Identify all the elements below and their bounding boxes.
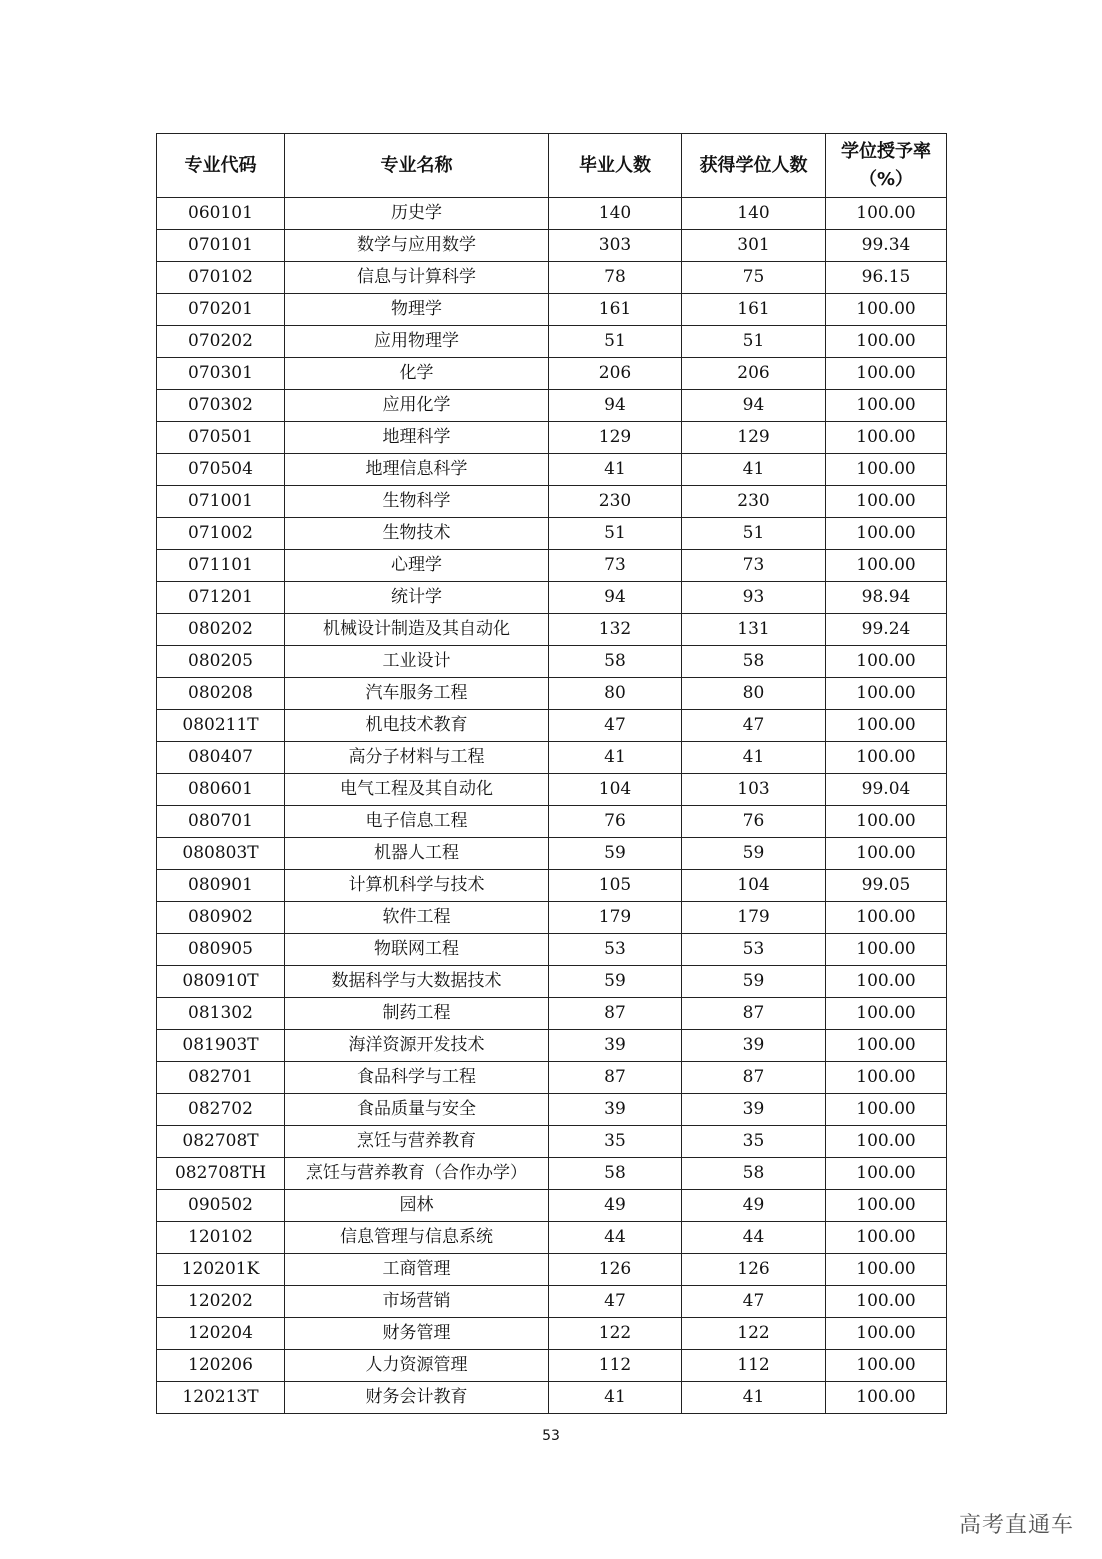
table-row xyxy=(157,294,947,326)
cell-degree-rate: 100.00 xyxy=(826,1254,947,1286)
cell-degree-rate: 99.05 xyxy=(826,870,947,902)
table-row xyxy=(157,710,947,742)
cell-graduates: 179 xyxy=(549,902,682,934)
cell-graduates: 49 xyxy=(549,1190,682,1222)
cell-degree-rate: 100.00 xyxy=(826,1190,947,1222)
table-row xyxy=(157,774,947,806)
cell-major-code: 081302 xyxy=(157,998,285,1030)
table-row xyxy=(157,550,947,582)
cell-major-name: 机器人工程 xyxy=(285,838,549,870)
table-row xyxy=(157,1254,947,1286)
cell-major-name: 食品科学与工程 xyxy=(285,1062,549,1094)
cell-degree-rate: 100.00 xyxy=(826,710,947,742)
cell-graduates: 51 xyxy=(549,326,682,358)
cell-degrees-awarded: 230 xyxy=(682,486,826,518)
cell-degrees-awarded: 206 xyxy=(682,358,826,390)
cell-major-code: 080211T xyxy=(157,710,285,742)
cell-major-code: 060101 xyxy=(157,198,285,230)
cell-major-code: 071201 xyxy=(157,582,285,614)
cell-major-name: 信息与计算科学 xyxy=(285,262,549,294)
cell-graduates: 44 xyxy=(549,1222,682,1254)
cell-major-code: 120213T xyxy=(157,1382,285,1414)
table-row xyxy=(157,934,947,966)
cell-graduates: 303 xyxy=(549,230,682,262)
cell-major-name: 数学与应用数学 xyxy=(285,230,549,262)
cell-graduates: 53 xyxy=(549,934,682,966)
cell-major-name: 制药工程 xyxy=(285,998,549,1030)
table-row xyxy=(157,422,947,454)
table-row xyxy=(157,806,947,838)
cell-graduates: 140 xyxy=(549,198,682,230)
cell-major-name: 历史学 xyxy=(285,198,549,230)
cell-major-name: 心理学 xyxy=(285,550,549,582)
table-row xyxy=(157,646,947,678)
cell-major-name: 高分子材料与工程 xyxy=(285,742,549,774)
table-row xyxy=(157,870,947,902)
cell-major-name: 软件工程 xyxy=(285,902,549,934)
cell-major-code: 080202 xyxy=(157,614,285,646)
cell-major-code: 071002 xyxy=(157,518,285,550)
cell-degrees-awarded: 39 xyxy=(682,1030,826,1062)
cell-degrees-awarded: 49 xyxy=(682,1190,826,1222)
cell-degree-rate: 100.00 xyxy=(826,902,947,934)
table-row xyxy=(157,1062,947,1094)
cell-degree-rate: 100.00 xyxy=(826,678,947,710)
cell-graduates: 87 xyxy=(549,998,682,1030)
cell-degrees-awarded: 75 xyxy=(682,262,826,294)
cell-graduates: 94 xyxy=(549,582,682,614)
cell-major-name: 生物技术 xyxy=(285,518,549,550)
table-row xyxy=(157,614,947,646)
cell-degree-rate: 100.00 xyxy=(826,646,947,678)
cell-degrees-awarded: 39 xyxy=(682,1094,826,1126)
cell-degree-rate: 100.00 xyxy=(826,998,947,1030)
table-header-row xyxy=(157,134,947,198)
cell-major-code: 070202 xyxy=(157,326,285,358)
table-row xyxy=(157,1382,947,1414)
cell-graduates: 41 xyxy=(549,1382,682,1414)
cell-graduates: 41 xyxy=(549,454,682,486)
table-row xyxy=(157,454,947,486)
cell-major-code: 120206 xyxy=(157,1350,285,1382)
cell-degree-rate: 100.00 xyxy=(826,198,947,230)
cell-graduates: 47 xyxy=(549,1286,682,1318)
cell-major-code: 080905 xyxy=(157,934,285,966)
cell-graduates: 161 xyxy=(549,294,682,326)
table-row xyxy=(157,678,947,710)
cell-degrees-awarded: 301 xyxy=(682,230,826,262)
cell-degrees-awarded: 44 xyxy=(682,1222,826,1254)
cell-major-name: 化学 xyxy=(285,358,549,390)
header-degree-rate xyxy=(826,134,947,198)
cell-degrees-awarded: 87 xyxy=(682,1062,826,1094)
cell-degree-rate: 100.00 xyxy=(826,966,947,998)
cell-major-name: 机械设计制造及其自动化 xyxy=(285,614,549,646)
cell-degree-rate: 100.00 xyxy=(826,294,947,326)
cell-degree-rate: 99.34 xyxy=(826,230,947,262)
cell-major-code: 082708TH xyxy=(157,1158,285,1190)
cell-degree-rate: 100.00 xyxy=(826,806,947,838)
cell-degree-rate: 100.00 xyxy=(826,1062,947,1094)
cell-degrees-awarded: 41 xyxy=(682,1382,826,1414)
cell-major-name: 电子信息工程 xyxy=(285,806,549,838)
table-row xyxy=(157,1350,947,1382)
cell-graduates: 80 xyxy=(549,678,682,710)
cell-major-name: 工业设计 xyxy=(285,646,549,678)
cell-graduates: 58 xyxy=(549,646,682,678)
cell-degrees-awarded: 53 xyxy=(682,934,826,966)
cell-degree-rate: 100.00 xyxy=(826,518,947,550)
cell-graduates: 59 xyxy=(549,966,682,998)
cell-major-code: 120204 xyxy=(157,1318,285,1350)
cell-major-code: 080901 xyxy=(157,870,285,902)
cell-degree-rate: 100.00 xyxy=(826,486,947,518)
header-graduates: 毕业人数 xyxy=(549,134,682,198)
table-row xyxy=(157,1190,947,1222)
cell-major-name: 财务会计教育 xyxy=(285,1382,549,1414)
cell-major-code: 082708T xyxy=(157,1126,285,1158)
cell-degrees-awarded: 47 xyxy=(682,710,826,742)
cell-degrees-awarded: 51 xyxy=(682,518,826,550)
cell-major-code: 080208 xyxy=(157,678,285,710)
cell-major-code: 070102 xyxy=(157,262,285,294)
cell-degrees-awarded: 41 xyxy=(682,742,826,774)
cell-degree-rate: 100.00 xyxy=(826,422,947,454)
cell-degrees-awarded: 58 xyxy=(682,1158,826,1190)
cell-major-name: 市场营销 xyxy=(285,1286,549,1318)
cell-graduates: 122 xyxy=(549,1318,682,1350)
cell-major-name: 应用化学 xyxy=(285,390,549,422)
cell-graduates: 51 xyxy=(549,518,682,550)
header-major-name: 专业名称 xyxy=(285,134,549,198)
page-number: 53 xyxy=(542,1428,560,1444)
cell-major-name: 汽车服务工程 xyxy=(285,678,549,710)
cell-major-code: 082701 xyxy=(157,1062,285,1094)
cell-major-name: 地理科学 xyxy=(285,422,549,454)
cell-major-code: 120201K xyxy=(157,1254,285,1286)
table-row xyxy=(157,518,947,550)
cell-graduates: 126 xyxy=(549,1254,682,1286)
cell-major-name: 计算机科学与技术 xyxy=(285,870,549,902)
cell-degrees-awarded: 58 xyxy=(682,646,826,678)
table-row xyxy=(157,1126,947,1158)
cell-major-code: 082702 xyxy=(157,1094,285,1126)
cell-major-name: 财务管理 xyxy=(285,1318,549,1350)
cell-graduates: 132 xyxy=(549,614,682,646)
cell-major-code: 080205 xyxy=(157,646,285,678)
cell-degrees-awarded: 140 xyxy=(682,198,826,230)
cell-major-name: 应用物理学 xyxy=(285,326,549,358)
cell-major-code: 081903T xyxy=(157,1030,285,1062)
cell-major-name: 园林 xyxy=(285,1190,549,1222)
cell-degree-rate: 98.94 xyxy=(826,582,947,614)
cell-degree-rate: 100.00 xyxy=(826,1350,947,1382)
cell-degree-rate: 100.00 xyxy=(826,838,947,870)
cell-degree-rate: 100.00 xyxy=(826,1030,947,1062)
table-row xyxy=(157,1222,947,1254)
cell-degree-rate: 100.00 xyxy=(826,358,947,390)
cell-degrees-awarded: 94 xyxy=(682,390,826,422)
cell-major-name: 生物科学 xyxy=(285,486,549,518)
cell-major-code: 071101 xyxy=(157,550,285,582)
table-row xyxy=(157,262,947,294)
table-row xyxy=(157,390,947,422)
cell-major-code: 071001 xyxy=(157,486,285,518)
table-row xyxy=(157,358,947,390)
cell-degrees-awarded: 179 xyxy=(682,902,826,934)
cell-degrees-awarded: 73 xyxy=(682,550,826,582)
cell-degree-rate: 100.00 xyxy=(826,1318,947,1350)
cell-degree-rate: 100.00 xyxy=(826,326,947,358)
cell-degrees-awarded: 161 xyxy=(682,294,826,326)
cell-graduates: 73 xyxy=(549,550,682,582)
cell-degrees-awarded: 41 xyxy=(682,454,826,486)
cell-degrees-awarded: 59 xyxy=(682,838,826,870)
cell-degrees-awarded: 51 xyxy=(682,326,826,358)
cell-major-name: 物联网工程 xyxy=(285,934,549,966)
table-row xyxy=(157,198,947,230)
cell-graduates: 87 xyxy=(549,1062,682,1094)
cell-major-code: 070504 xyxy=(157,454,285,486)
cell-graduates: 58 xyxy=(549,1158,682,1190)
degree-rate-table-container xyxy=(156,133,946,1414)
table-row xyxy=(157,230,947,262)
table-row xyxy=(157,838,947,870)
cell-graduates: 112 xyxy=(549,1350,682,1382)
cell-graduates: 76 xyxy=(549,806,682,838)
table-row xyxy=(157,998,947,1030)
cell-major-name: 信息管理与信息系统 xyxy=(285,1222,549,1254)
cell-major-code: 070501 xyxy=(157,422,285,454)
cell-degrees-awarded: 93 xyxy=(682,582,826,614)
table-row xyxy=(157,1158,947,1190)
cell-major-name: 统计学 xyxy=(285,582,549,614)
table-row xyxy=(157,582,947,614)
cell-major-code: 080902 xyxy=(157,902,285,934)
header-major-code: 专业代码 xyxy=(157,134,285,198)
cell-degrees-awarded: 103 xyxy=(682,774,826,806)
watermark-text: 高考直通车 xyxy=(958,1513,1074,1538)
cell-graduates: 39 xyxy=(549,1094,682,1126)
cell-major-name: 数据科学与大数据技术 xyxy=(285,966,549,998)
table-row xyxy=(157,1030,947,1062)
cell-major-code: 080701 xyxy=(157,806,285,838)
table-row xyxy=(157,1318,947,1350)
table-row xyxy=(157,742,947,774)
cell-degree-rate: 99.24 xyxy=(826,614,947,646)
cell-degree-rate: 100.00 xyxy=(826,454,947,486)
cell-major-code: 080910T xyxy=(157,966,285,998)
cell-degree-rate: 100.00 xyxy=(826,1222,947,1254)
table-row xyxy=(157,1286,947,1318)
cell-degrees-awarded: 112 xyxy=(682,1350,826,1382)
cell-major-code: 080803T xyxy=(157,838,285,870)
header-degree-rate-line1: 学位授予率 xyxy=(841,140,931,162)
cell-graduates: 129 xyxy=(549,422,682,454)
header-degree-rate-line2: （%） xyxy=(858,168,914,190)
cell-major-name: 物理学 xyxy=(285,294,549,326)
cell-degree-rate: 96.15 xyxy=(826,262,947,294)
cell-degree-rate: 100.00 xyxy=(826,934,947,966)
cell-major-name: 烹饪与营养教育 xyxy=(285,1126,549,1158)
cell-major-name: 地理信息科学 xyxy=(285,454,549,486)
degree-rate-table xyxy=(156,133,947,1414)
cell-major-name: 工商管理 xyxy=(285,1254,549,1286)
cell-major-code: 120202 xyxy=(157,1286,285,1318)
table-row xyxy=(157,966,947,998)
cell-degrees-awarded: 76 xyxy=(682,806,826,838)
header-degrees-awarded: 获得学位人数 xyxy=(682,134,826,198)
cell-degrees-awarded: 87 xyxy=(682,998,826,1030)
cell-major-name: 机电技术教育 xyxy=(285,710,549,742)
cell-major-code: 080407 xyxy=(157,742,285,774)
cell-major-name: 人力资源管理 xyxy=(285,1350,549,1382)
table-body xyxy=(157,198,947,1414)
table-row xyxy=(157,486,947,518)
cell-degrees-awarded: 47 xyxy=(682,1286,826,1318)
cell-degree-rate: 100.00 xyxy=(826,742,947,774)
cell-major-code: 090502 xyxy=(157,1190,285,1222)
cell-major-code: 080601 xyxy=(157,774,285,806)
table-row xyxy=(157,902,947,934)
table-row xyxy=(157,1094,947,1126)
table-row xyxy=(157,326,947,358)
cell-degree-rate: 100.00 xyxy=(826,1382,947,1414)
cell-graduates: 104 xyxy=(549,774,682,806)
cell-degrees-awarded: 80 xyxy=(682,678,826,710)
cell-degrees-awarded: 104 xyxy=(682,870,826,902)
cell-major-name: 食品质量与安全 xyxy=(285,1094,549,1126)
cell-major-name: 烹饪与营养教育（合作办学） xyxy=(285,1158,549,1190)
cell-graduates: 39 xyxy=(549,1030,682,1062)
cell-graduates: 35 xyxy=(549,1126,682,1158)
cell-major-code: 120102 xyxy=(157,1222,285,1254)
cell-major-name: 电气工程及其自动化 xyxy=(285,774,549,806)
cell-degree-rate: 100.00 xyxy=(826,1158,947,1190)
cell-graduates: 41 xyxy=(549,742,682,774)
cell-degrees-awarded: 59 xyxy=(682,966,826,998)
cell-degrees-awarded: 35 xyxy=(682,1126,826,1158)
cell-degree-rate: 100.00 xyxy=(826,1126,947,1158)
cell-degrees-awarded: 122 xyxy=(682,1318,826,1350)
cell-graduates: 59 xyxy=(549,838,682,870)
cell-graduates: 78 xyxy=(549,262,682,294)
cell-graduates: 206 xyxy=(549,358,682,390)
cell-degree-rate: 100.00 xyxy=(826,390,947,422)
cell-degree-rate: 100.00 xyxy=(826,1286,947,1318)
cell-graduates: 105 xyxy=(549,870,682,902)
cell-major-code: 070301 xyxy=(157,358,285,390)
cell-graduates: 47 xyxy=(549,710,682,742)
cell-degrees-awarded: 131 xyxy=(682,614,826,646)
cell-major-code: 070101 xyxy=(157,230,285,262)
cell-degree-rate: 100.00 xyxy=(826,1094,947,1126)
cell-degrees-awarded: 129 xyxy=(682,422,826,454)
cell-graduates: 230 xyxy=(549,486,682,518)
cell-major-name: 海洋资源开发技术 xyxy=(285,1030,549,1062)
cell-major-code: 070201 xyxy=(157,294,285,326)
cell-degrees-awarded: 126 xyxy=(682,1254,826,1286)
cell-degree-rate: 100.00 xyxy=(826,550,947,582)
cell-graduates: 94 xyxy=(549,390,682,422)
cell-degree-rate: 99.04 xyxy=(826,774,947,806)
cell-major-code: 070302 xyxy=(157,390,285,422)
